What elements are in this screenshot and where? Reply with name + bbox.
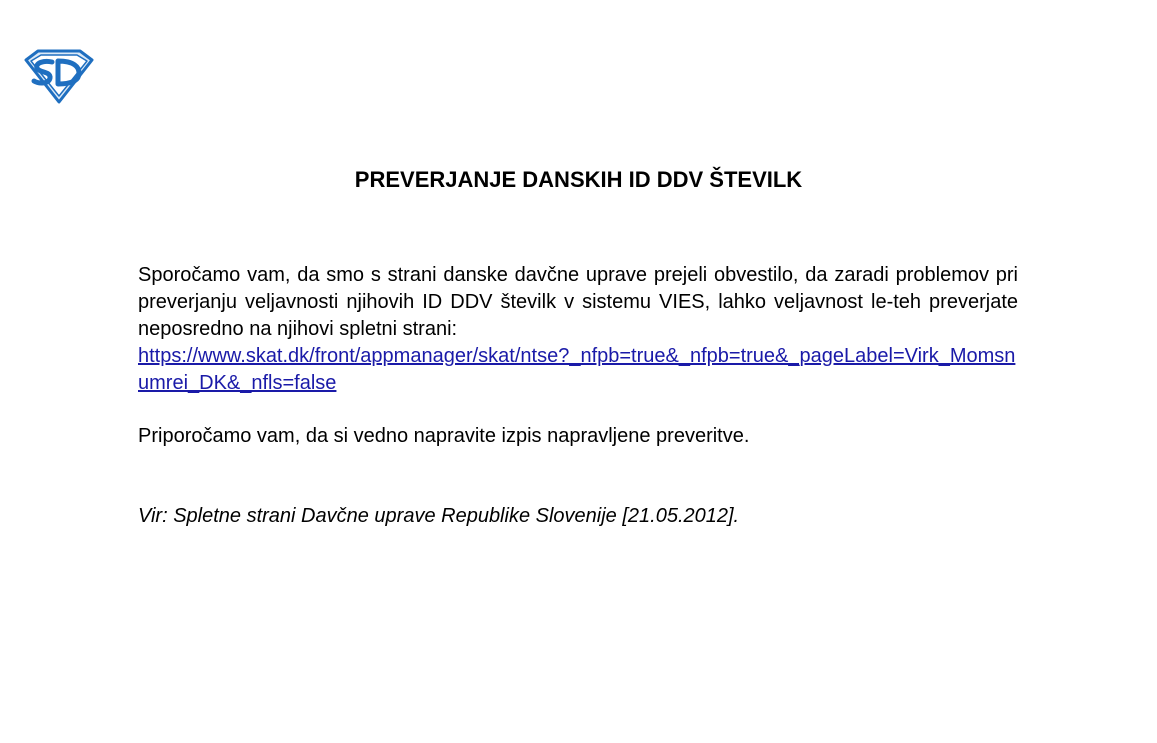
intro-text: Sporočamo vam, da smo s strani danske davčne uprave prejeli obvestilo, da zaradi problemov pri preverjanju veljavnosti njihovih ID DDV številk v sistemu VIES, lahko veljavnost le-teh preverjate neposredno na njihovi spletni strani: bbox=[138, 264, 1018, 340]
document-body bbox=[138, 262, 1018, 530]
source-citation: Vir: Spletne strani Davčne uprave Republike Slovenije [21.05.2012]. bbox=[138, 505, 740, 527]
intro-paragraph bbox=[138, 262, 1018, 397]
page-title: PREVERJANJE DANSKIH ID DDV ŠTEVILK bbox=[354, 167, 803, 192]
company-logo-icon bbox=[22, 48, 96, 104]
recommendation-paragraph: Priporočamo vam, da si vedno napravite izpis napravljene preveritve. bbox=[138, 425, 750, 447]
skat-vat-check-link[interactable]: https://www.skat.dk/front/appmanager/skat/ntse?_nfpb=true&_nfpb=true&_pageLabel=Virk_Momsnumrei_DK&_nfls=false bbox=[138, 345, 1016, 394]
